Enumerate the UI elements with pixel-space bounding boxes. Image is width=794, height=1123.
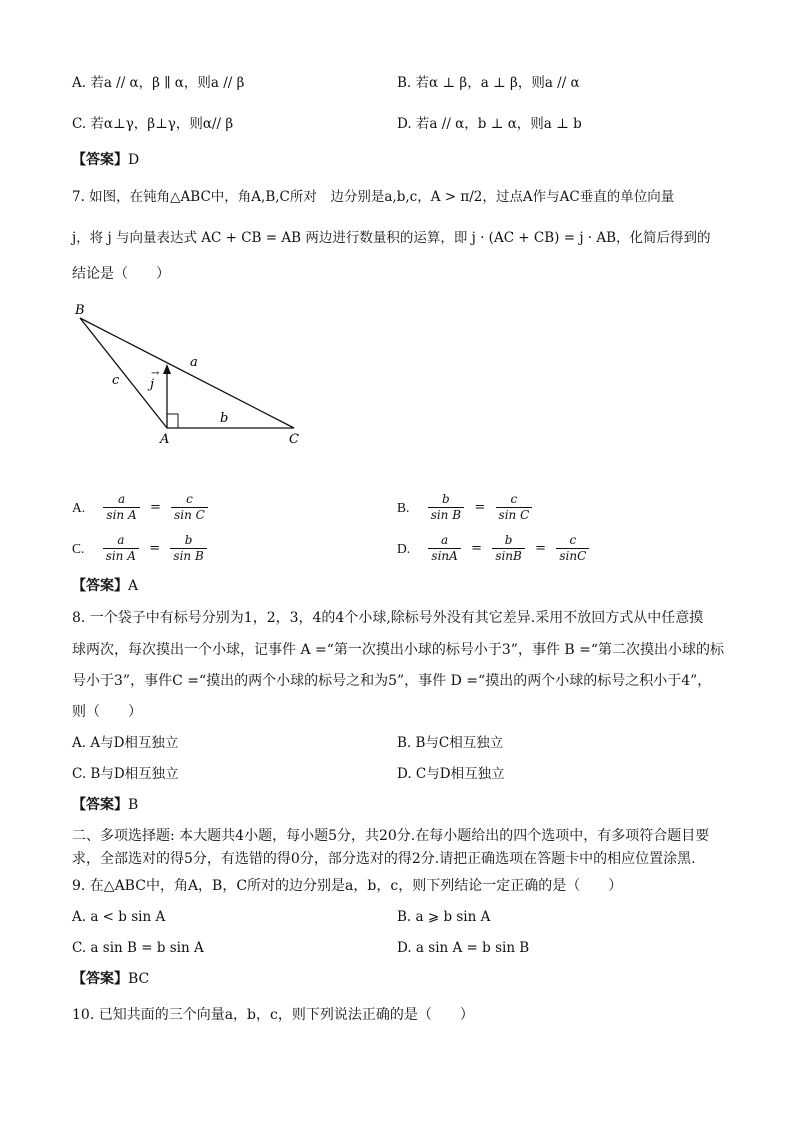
q8-option-d: D. C与D相互独立: [397, 766, 505, 782]
q6-option-d: D. 若a // α，b ⊥ α，则a ⊥ b: [397, 116, 582, 132]
q7-option-c: C. $\frac{a}{\text{sin A}}$ = $\frac{b}{\text{sin B}}$: [72, 533, 211, 564]
q6-answer: 【答案】D: [72, 152, 140, 168]
q7-answer: 【答案】A: [72, 578, 139, 594]
svg-text:→: →: [151, 368, 160, 379]
q7-stem-line3: 结论是（ ）: [72, 266, 170, 282]
label-A: A: [160, 432, 170, 447]
label-B: B: [75, 303, 85, 318]
q9-option-c: C. a sin B = b sin A: [72, 940, 204, 956]
q9-option-d: D. a sin A = b sin B: [397, 940, 530, 956]
q9-stem: 9. 在△ABC中，角A，B，C所对的边分别是a，b，c，则下列结论一定正确的是（ ）: [72, 878, 623, 894]
vector-j-arrowhead: [163, 364, 171, 374]
label-b: b: [220, 411, 229, 426]
q8-stem-line1: 8. 一个袋子中有标号分别为1，2，3，4的4个小球,除标号外没有其它差异.采用不放回方式从中任意摸: [72, 610, 704, 626]
right-angle-mark: [167, 414, 178, 428]
label-j: j: [150, 377, 155, 392]
q8-stem-line2: 球两次，每次摸出一个小球，记事件 A =“第一次摸出小球的标号小于3”，事件 B =“第二次摸出小球的标: [72, 642, 725, 658]
q6-option-b: B. 若α ⊥ β，a ⊥ β，则a // α: [397, 75, 580, 91]
q8-stem-line3: 号小于3”，事件C =“摸出的两个小球的标号之和为5”，事件 D =“摸出的两个小球的标号之积小于4”，: [72, 673, 712, 689]
q6-option-c: C. 若α⊥γ，β⊥γ，则α// β: [72, 116, 234, 132]
label-C: C: [289, 432, 299, 447]
q7-stem-line1: 7. 如图，在钝角△ABC中，角A,B,C所对 边分别是a,b,c，A > π/2，过点A作与AC垂直的单位向量: [72, 189, 675, 205]
triangle-figure: [70, 298, 310, 448]
q9-option-b: B. a ⩾ b sin A: [397, 909, 491, 925]
q8-option-a: A. A与D相互独立: [72, 735, 179, 751]
q7-option-b: B. $\frac{b}{\text{sin B}}$ = $\frac{c}{\text{sin C}}$: [397, 492, 536, 523]
q8-stem-line4: 则（ ）: [72, 704, 142, 720]
q9-option-a: A. a < b sin A: [72, 909, 166, 925]
q8-answer: 【答案】B: [72, 797, 139, 813]
section2-intro-line2: 求，全部选对的得5分，有选错的得0分，部分选对的得2分.请把正确选项在答题卡中的相应位置涂黑.: [72, 851, 696, 867]
q8-option-c: C. B与D相互独立: [72, 766, 179, 782]
label-a: a: [190, 355, 198, 370]
label-c: c: [112, 373, 120, 388]
q7-option-a: A. $\frac{a}{\text{sin A}}$ = $\frac{c}{\text{sin C}}$: [72, 492, 212, 523]
q7-option-d: D. $\frac{a}{\sin A}$ = $\frac{b}{\sin B}$ = $\frac{c}{\sin C}$: [397, 533, 593, 564]
q6-option-a: A. 若a // α，β ∥ α，则a // β: [72, 75, 245, 91]
q10-stem: 10. 已知共面的三个向量a，b，c，则下列说法正确的是（ ）: [72, 1007, 474, 1023]
q9-answer: 【答案】BC: [72, 971, 150, 987]
q8-option-b: B. B与C相互独立: [397, 735, 504, 751]
q7-stem-line2: j，将 j 与向量表达式 AC + CB = AB 两边进行数量积的运算，即 j · (AC + CB) = j · AB，化简后得到的: [72, 230, 711, 246]
section2-intro-line1: 二、多项选择题: 本大题共4小题，每小题5分，共20分.在每小题给出的四个选项中，有多项符合题目要: [72, 828, 710, 844]
